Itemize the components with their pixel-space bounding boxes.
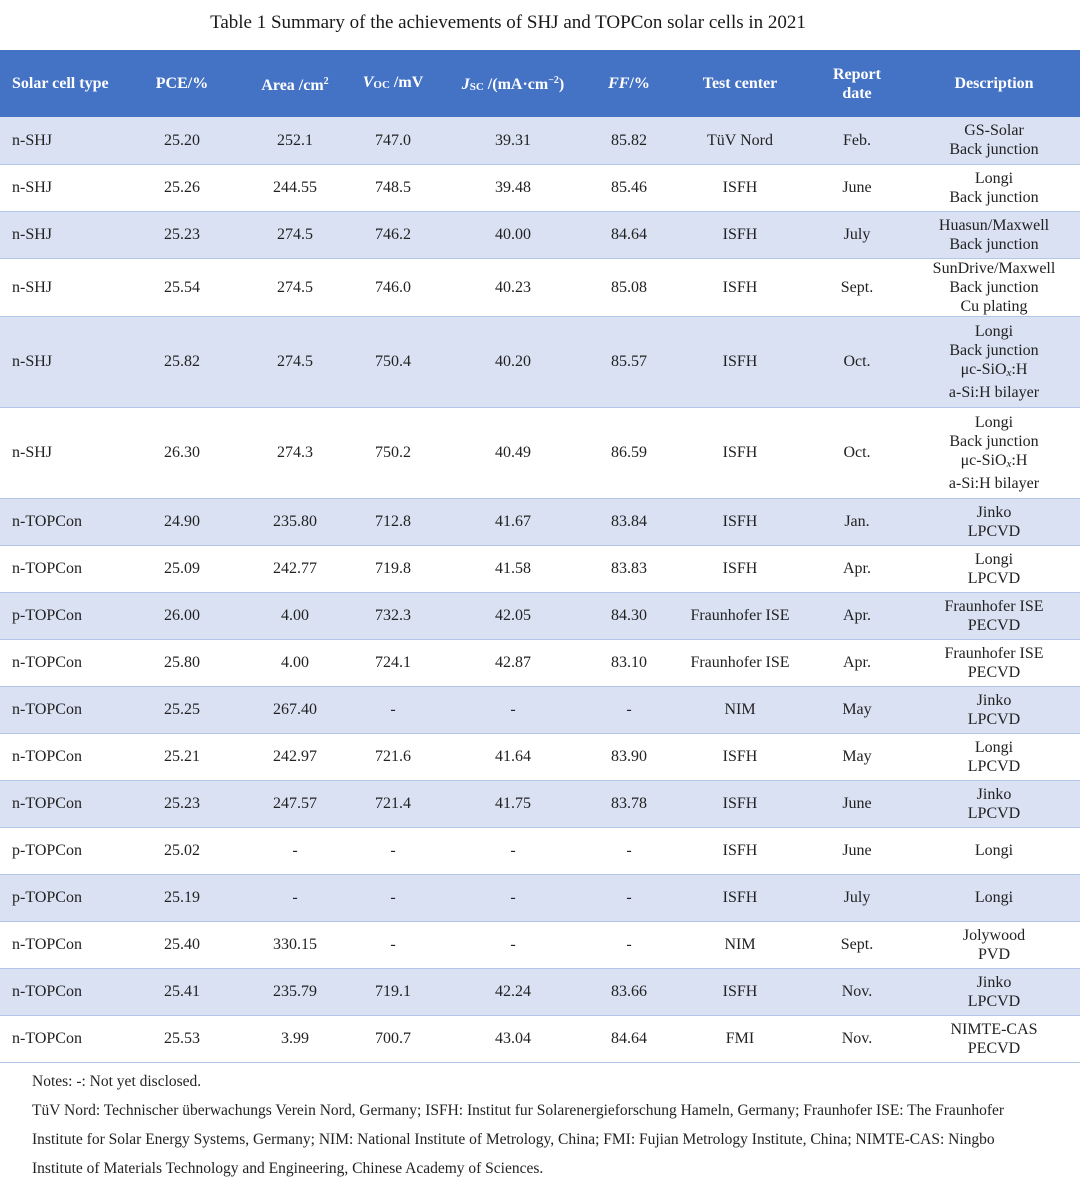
header-row [0, 50, 1080, 117]
cell-jsc: 41.75 [442, 780, 584, 827]
cell-description [908, 498, 1080, 545]
header-description: Description [908, 50, 1080, 117]
cell-pce: 25.02 [118, 827, 246, 874]
cell-ff: - [584, 827, 674, 874]
cell-description [908, 545, 1080, 592]
cell-pce: 25.41 [118, 968, 246, 1015]
cell-report-date: June [806, 780, 908, 827]
cell-pce: 25.54 [118, 258, 246, 316]
description-line: LPCVD [967, 804, 1021, 822]
description-line: Fraunhofer ISE [944, 597, 1044, 615]
header-voc [344, 50, 442, 117]
cell-test-center: ISFH [674, 780, 806, 827]
cell-voc: 724.1 [344, 639, 442, 686]
description-line: Back junction [949, 341, 1039, 359]
cell-pce: 25.26 [118, 164, 246, 211]
header-jsc-symbol: J [461, 75, 470, 93]
cell-ff: 84.30 [584, 592, 674, 639]
cell-area: 242.97 [246, 733, 344, 780]
cell-test-center: FMI [674, 1015, 806, 1062]
cell-cell-type: n-SHJ [0, 211, 118, 258]
description-line: PVD [977, 945, 1010, 963]
cell-jsc: - [442, 921, 584, 968]
table-row [0, 827, 1080, 874]
description-line: LPCVD [967, 992, 1021, 1010]
cell-area: - [246, 827, 344, 874]
header-report-date-line1: Report [833, 65, 881, 83]
cell-cell-type: n-TOPCon [0, 921, 118, 968]
cell-voc: - [344, 827, 442, 874]
table-row [0, 921, 1080, 968]
cell-cell-type: n-SHJ [0, 164, 118, 211]
cell-test-center: ISFH [674, 545, 806, 592]
description-line: PECVD [967, 663, 1021, 681]
description-line: Longi [974, 738, 1014, 756]
cell-voc: 712.8 [344, 498, 442, 545]
cell-pce: 25.23 [118, 780, 246, 827]
cell-pce: 25.82 [118, 316, 246, 407]
cell-voc: - [344, 686, 442, 733]
cell-report-date: Apr. [806, 639, 908, 686]
cell-report-date: Oct. [806, 407, 908, 498]
description-line: Jinko [976, 973, 1012, 991]
description-line: a-Si:H bilayer [948, 474, 1040, 492]
description-line: Longi [974, 169, 1014, 187]
description-line: Back junction [949, 141, 1039, 159]
table-row [0, 968, 1080, 1015]
cell-pce: 26.00 [118, 592, 246, 639]
header-voc-unit: /mV [389, 73, 424, 91]
cell-pce: 25.25 [118, 686, 246, 733]
cell-voc: 750.2 [344, 407, 442, 498]
cell-pce: 25.19 [118, 874, 246, 921]
cell-voc: 719.8 [344, 545, 442, 592]
cell-voc: 719.1 [344, 968, 442, 1015]
cell-test-center: Fraunhofer ISE [674, 639, 806, 686]
cell-description [908, 117, 1080, 164]
results-table [0, 50, 1080, 1063]
cell-jsc: 40.23 [442, 258, 584, 316]
header-ff-symbol: FF [608, 75, 630, 92]
table-row [0, 164, 1080, 211]
cell-cell-type: p-TOPCon [0, 592, 118, 639]
cell-ff: 83.78 [584, 780, 674, 827]
cell-cell-type: n-TOPCon [0, 968, 118, 1015]
header-voc-sub: OC [373, 78, 390, 91]
cell-test-center: ISFH [674, 498, 806, 545]
cell-test-center: NIM [674, 686, 806, 733]
cell-description [908, 686, 1080, 733]
table-row [0, 117, 1080, 164]
description-line: LPCVD [967, 569, 1021, 587]
cell-jsc: 41.64 [442, 733, 584, 780]
cell-description [908, 874, 1080, 921]
cell-jsc: 40.49 [442, 407, 584, 498]
cell-ff: - [584, 686, 674, 733]
cell-report-date: Jan. [806, 498, 908, 545]
cell-area: 4.00 [246, 639, 344, 686]
table-row [0, 874, 1080, 921]
header-jsc-unit: /(mA·cm [483, 75, 549, 93]
cell-cell-type: p-TOPCon [0, 827, 118, 874]
cell-pce: 25.09 [118, 545, 246, 592]
cell-voc: 746.2 [344, 211, 442, 258]
cell-ff: 84.64 [584, 1015, 674, 1062]
cell-description [908, 407, 1080, 498]
description-line: Longi [974, 322, 1014, 340]
cell-jsc: - [442, 874, 584, 921]
description-line: GS-Solar [964, 122, 1024, 140]
cell-ff: 83.83 [584, 545, 674, 592]
table-row [0, 211, 1080, 258]
description-line: Back junction [949, 235, 1039, 253]
table-row [0, 592, 1080, 639]
cell-voc: 732.3 [344, 592, 442, 639]
cell-test-center: Fraunhofer ISE [674, 592, 806, 639]
table-caption: Table 1 Summary of the achievements of SHJ and TOPCon solar cells in 2021 [210, 12, 806, 33]
cell-area: 274.3 [246, 407, 344, 498]
cell-description [908, 827, 1080, 874]
cell-pce: 25.53 [118, 1015, 246, 1062]
table-body [0, 117, 1080, 1062]
table-row [0, 498, 1080, 545]
description-line: μc-SiO$_x$:H [960, 451, 1028, 470]
description-line: Jolywood [962, 926, 1026, 944]
cell-report-date: Nov. [806, 1015, 908, 1062]
description-line: Longi [974, 550, 1014, 568]
cell-pce: 25.23 [118, 211, 246, 258]
cell-area: 247.57 [246, 780, 344, 827]
cell-report-date: July [806, 874, 908, 921]
header-ff-unit: /% [629, 75, 650, 92]
table-header [0, 50, 1080, 117]
cell-area: 244.55 [246, 164, 344, 211]
description-line: PECVD [967, 1039, 1021, 1057]
cell-pce: 25.80 [118, 639, 246, 686]
cell-voc: 721.6 [344, 733, 442, 780]
cell-area: 267.40 [246, 686, 344, 733]
cell-pce: 25.21 [118, 733, 246, 780]
cell-cell-type: n-SHJ [0, 258, 118, 316]
cell-cell-type: n-TOPCon [0, 1015, 118, 1062]
header-report-date [806, 50, 908, 117]
cell-description [908, 921, 1080, 968]
cell-voc: 746.0 [344, 258, 442, 316]
cell-jsc: 42.05 [442, 592, 584, 639]
cell-cell-type: n-TOPCon [0, 498, 118, 545]
cell-cell-type: n-TOPCon [0, 733, 118, 780]
cell-cell-type: n-TOPCon [0, 780, 118, 827]
cell-area: 235.80 [246, 498, 344, 545]
header-report-date-line2: date [842, 84, 872, 102]
cell-test-center: ISFH [674, 874, 806, 921]
cell-description [908, 639, 1080, 686]
cell-cell-type: n-SHJ [0, 407, 118, 498]
description-line: LPCVD [967, 757, 1021, 775]
cell-report-date: June [806, 164, 908, 211]
cell-test-center: ISFH [674, 211, 806, 258]
description-line: Cu plating [960, 297, 1028, 315]
cell-test-center: ISFH [674, 164, 806, 211]
cell-ff: - [584, 874, 674, 921]
cell-area: 235.79 [246, 968, 344, 1015]
cell-voc: 721.4 [344, 780, 442, 827]
table-row [0, 316, 1080, 407]
cell-jsc: 39.31 [442, 117, 584, 164]
cell-description [908, 164, 1080, 211]
header-area-text: Area /cm [261, 77, 324, 94]
note-abbreviations: TüV Nord: Technischer überwachungs Verein Nord, Germany; ISFH: Institut fur Solarenergieforschung Hameln, Germany; Fraunhofer ISE: The Fraunhofer Institute for Solar Energy Systems, Germany; NIM: National Institute of Metrology, China; FMI: Fujian Metrology Institute, China; NIMTE-CAS: Ningbo Institute of Materials Technology and Engineering, Chinese Academy of Sciences. [32, 1102, 1005, 1177]
cell-test-center: ISFH [674, 407, 806, 498]
description-line: Back junction [949, 432, 1039, 450]
cell-test-center: ISFH [674, 968, 806, 1015]
cell-description [908, 968, 1080, 1015]
cell-report-date: May [806, 686, 908, 733]
table-row [0, 686, 1080, 733]
cell-cell-type: n-SHJ [0, 117, 118, 164]
cell-description [908, 211, 1080, 258]
description-line: Fraunhofer ISE [944, 644, 1044, 662]
cell-jsc: - [442, 827, 584, 874]
description-line: μc-SiO$_x$:H [960, 360, 1028, 379]
cell-description [908, 316, 1080, 407]
cell-ff: 83.10 [584, 639, 674, 686]
cell-pce: 25.20 [118, 117, 246, 164]
header-cell-type: Solar cell type [0, 50, 118, 117]
cell-report-date: Oct. [806, 316, 908, 407]
header-voc-symbol: V [362, 73, 374, 91]
cell-report-date: Sept. [806, 921, 908, 968]
header-area [246, 50, 344, 117]
description-line: a-Si:H bilayer [948, 383, 1040, 401]
cell-area: 3.99 [246, 1015, 344, 1062]
description-line: Jinko [976, 785, 1012, 803]
cell-report-date: May [806, 733, 908, 780]
cell-report-date: Feb. [806, 117, 908, 164]
description-line: Back junction [949, 188, 1039, 206]
cell-test-center: TüV Nord [674, 117, 806, 164]
cell-area: 274.5 [246, 211, 344, 258]
cell-voc: 750.4 [344, 316, 442, 407]
cell-voc: 748.5 [344, 164, 442, 211]
cell-area: - [246, 874, 344, 921]
cell-test-center: NIM [674, 921, 806, 968]
cell-ff: - [584, 921, 674, 968]
cell-description [908, 1015, 1080, 1062]
cell-jsc: 41.67 [442, 498, 584, 545]
cell-test-center: ISFH [674, 827, 806, 874]
cell-report-date: Nov. [806, 968, 908, 1015]
cell-cell-type: p-TOPCon [0, 874, 118, 921]
header-jsc-close: ) [558, 75, 565, 93]
cell-report-date: Apr. [806, 545, 908, 592]
cell-report-date: Sept. [806, 258, 908, 316]
table-row [0, 1015, 1080, 1062]
cell-pce: 25.40 [118, 921, 246, 968]
header-jsc [442, 50, 584, 117]
note-disclosure: Notes: -: Not yet disclosed. [32, 1073, 202, 1090]
cell-area: 242.77 [246, 545, 344, 592]
cell-cell-type: n-TOPCon [0, 639, 118, 686]
cell-area: 274.5 [246, 316, 344, 407]
cell-ff: 86.59 [584, 407, 674, 498]
cell-report-date: Apr. [806, 592, 908, 639]
cell-voc: 700.7 [344, 1015, 442, 1062]
table-row [0, 407, 1080, 498]
description-line: Jinko [976, 691, 1012, 709]
cell-ff: 83.84 [584, 498, 674, 545]
description-line: SunDrive/Maxwell [932, 259, 1056, 277]
cell-description [908, 733, 1080, 780]
cell-jsc: 41.58 [442, 545, 584, 592]
description-line: Jinko [976, 503, 1012, 521]
cell-description [908, 592, 1080, 639]
cell-cell-type: n-TOPCon [0, 545, 118, 592]
description-line: Huasun/Maxwell [938, 216, 1050, 234]
cell-ff: 85.08 [584, 258, 674, 316]
cell-voc: 747.0 [344, 117, 442, 164]
cell-ff: 85.82 [584, 117, 674, 164]
table-row [0, 545, 1080, 592]
cell-jsc: 40.20 [442, 316, 584, 407]
cell-description [908, 258, 1080, 316]
cell-jsc: - [442, 686, 584, 733]
header-ff [584, 50, 674, 117]
cell-report-date: June [806, 827, 908, 874]
cell-cell-type: n-TOPCon [0, 686, 118, 733]
cell-test-center: ISFH [674, 258, 806, 316]
description-line: Back junction [949, 278, 1039, 296]
cell-jsc: 42.24 [442, 968, 584, 1015]
table-row [0, 780, 1080, 827]
header-test-center: Test center [674, 50, 806, 117]
cell-jsc: 43.04 [442, 1015, 584, 1062]
cell-test-center: ISFH [674, 733, 806, 780]
cell-pce: 26.30 [118, 407, 246, 498]
cell-voc: - [344, 874, 442, 921]
description-line: LPCVD [967, 710, 1021, 728]
header-area-sup: 2 [323, 76, 329, 87]
cell-area: 330.15 [246, 921, 344, 968]
description-line: NIMTE-CAS [950, 1020, 1038, 1038]
cell-voc: - [344, 921, 442, 968]
header-jsc-sup: −2 [548, 74, 559, 86]
cell-ff: 84.64 [584, 211, 674, 258]
header-jsc-sub: SC [469, 80, 484, 93]
cell-jsc: 40.00 [442, 211, 584, 258]
description-line: PECVD [967, 616, 1021, 634]
cell-jsc: 39.48 [442, 164, 584, 211]
cell-ff: 85.57 [584, 316, 674, 407]
header-pce: PCE/% [118, 50, 246, 117]
cell-report-date: July [806, 211, 908, 258]
cell-area: 274.5 [246, 258, 344, 316]
table-row [0, 733, 1080, 780]
description-line: Longi [974, 413, 1014, 431]
description-line: Longi [974, 889, 1014, 906]
cell-test-center: ISFH [674, 316, 806, 407]
description-line: Longi [974, 842, 1014, 859]
table-row [0, 639, 1080, 686]
cell-area: 4.00 [246, 592, 344, 639]
description-line: LPCVD [967, 522, 1021, 540]
table-row [0, 258, 1080, 316]
cell-ff: 83.66 [584, 968, 674, 1015]
cell-pce: 24.90 [118, 498, 246, 545]
table-notes [32, 1067, 1042, 1183]
cell-cell-type: n-SHJ [0, 316, 118, 407]
cell-area: 252.1 [246, 117, 344, 164]
cell-description [908, 780, 1080, 827]
cell-ff: 85.46 [584, 164, 674, 211]
cell-jsc: 42.87 [442, 639, 584, 686]
cell-ff: 83.90 [584, 733, 674, 780]
